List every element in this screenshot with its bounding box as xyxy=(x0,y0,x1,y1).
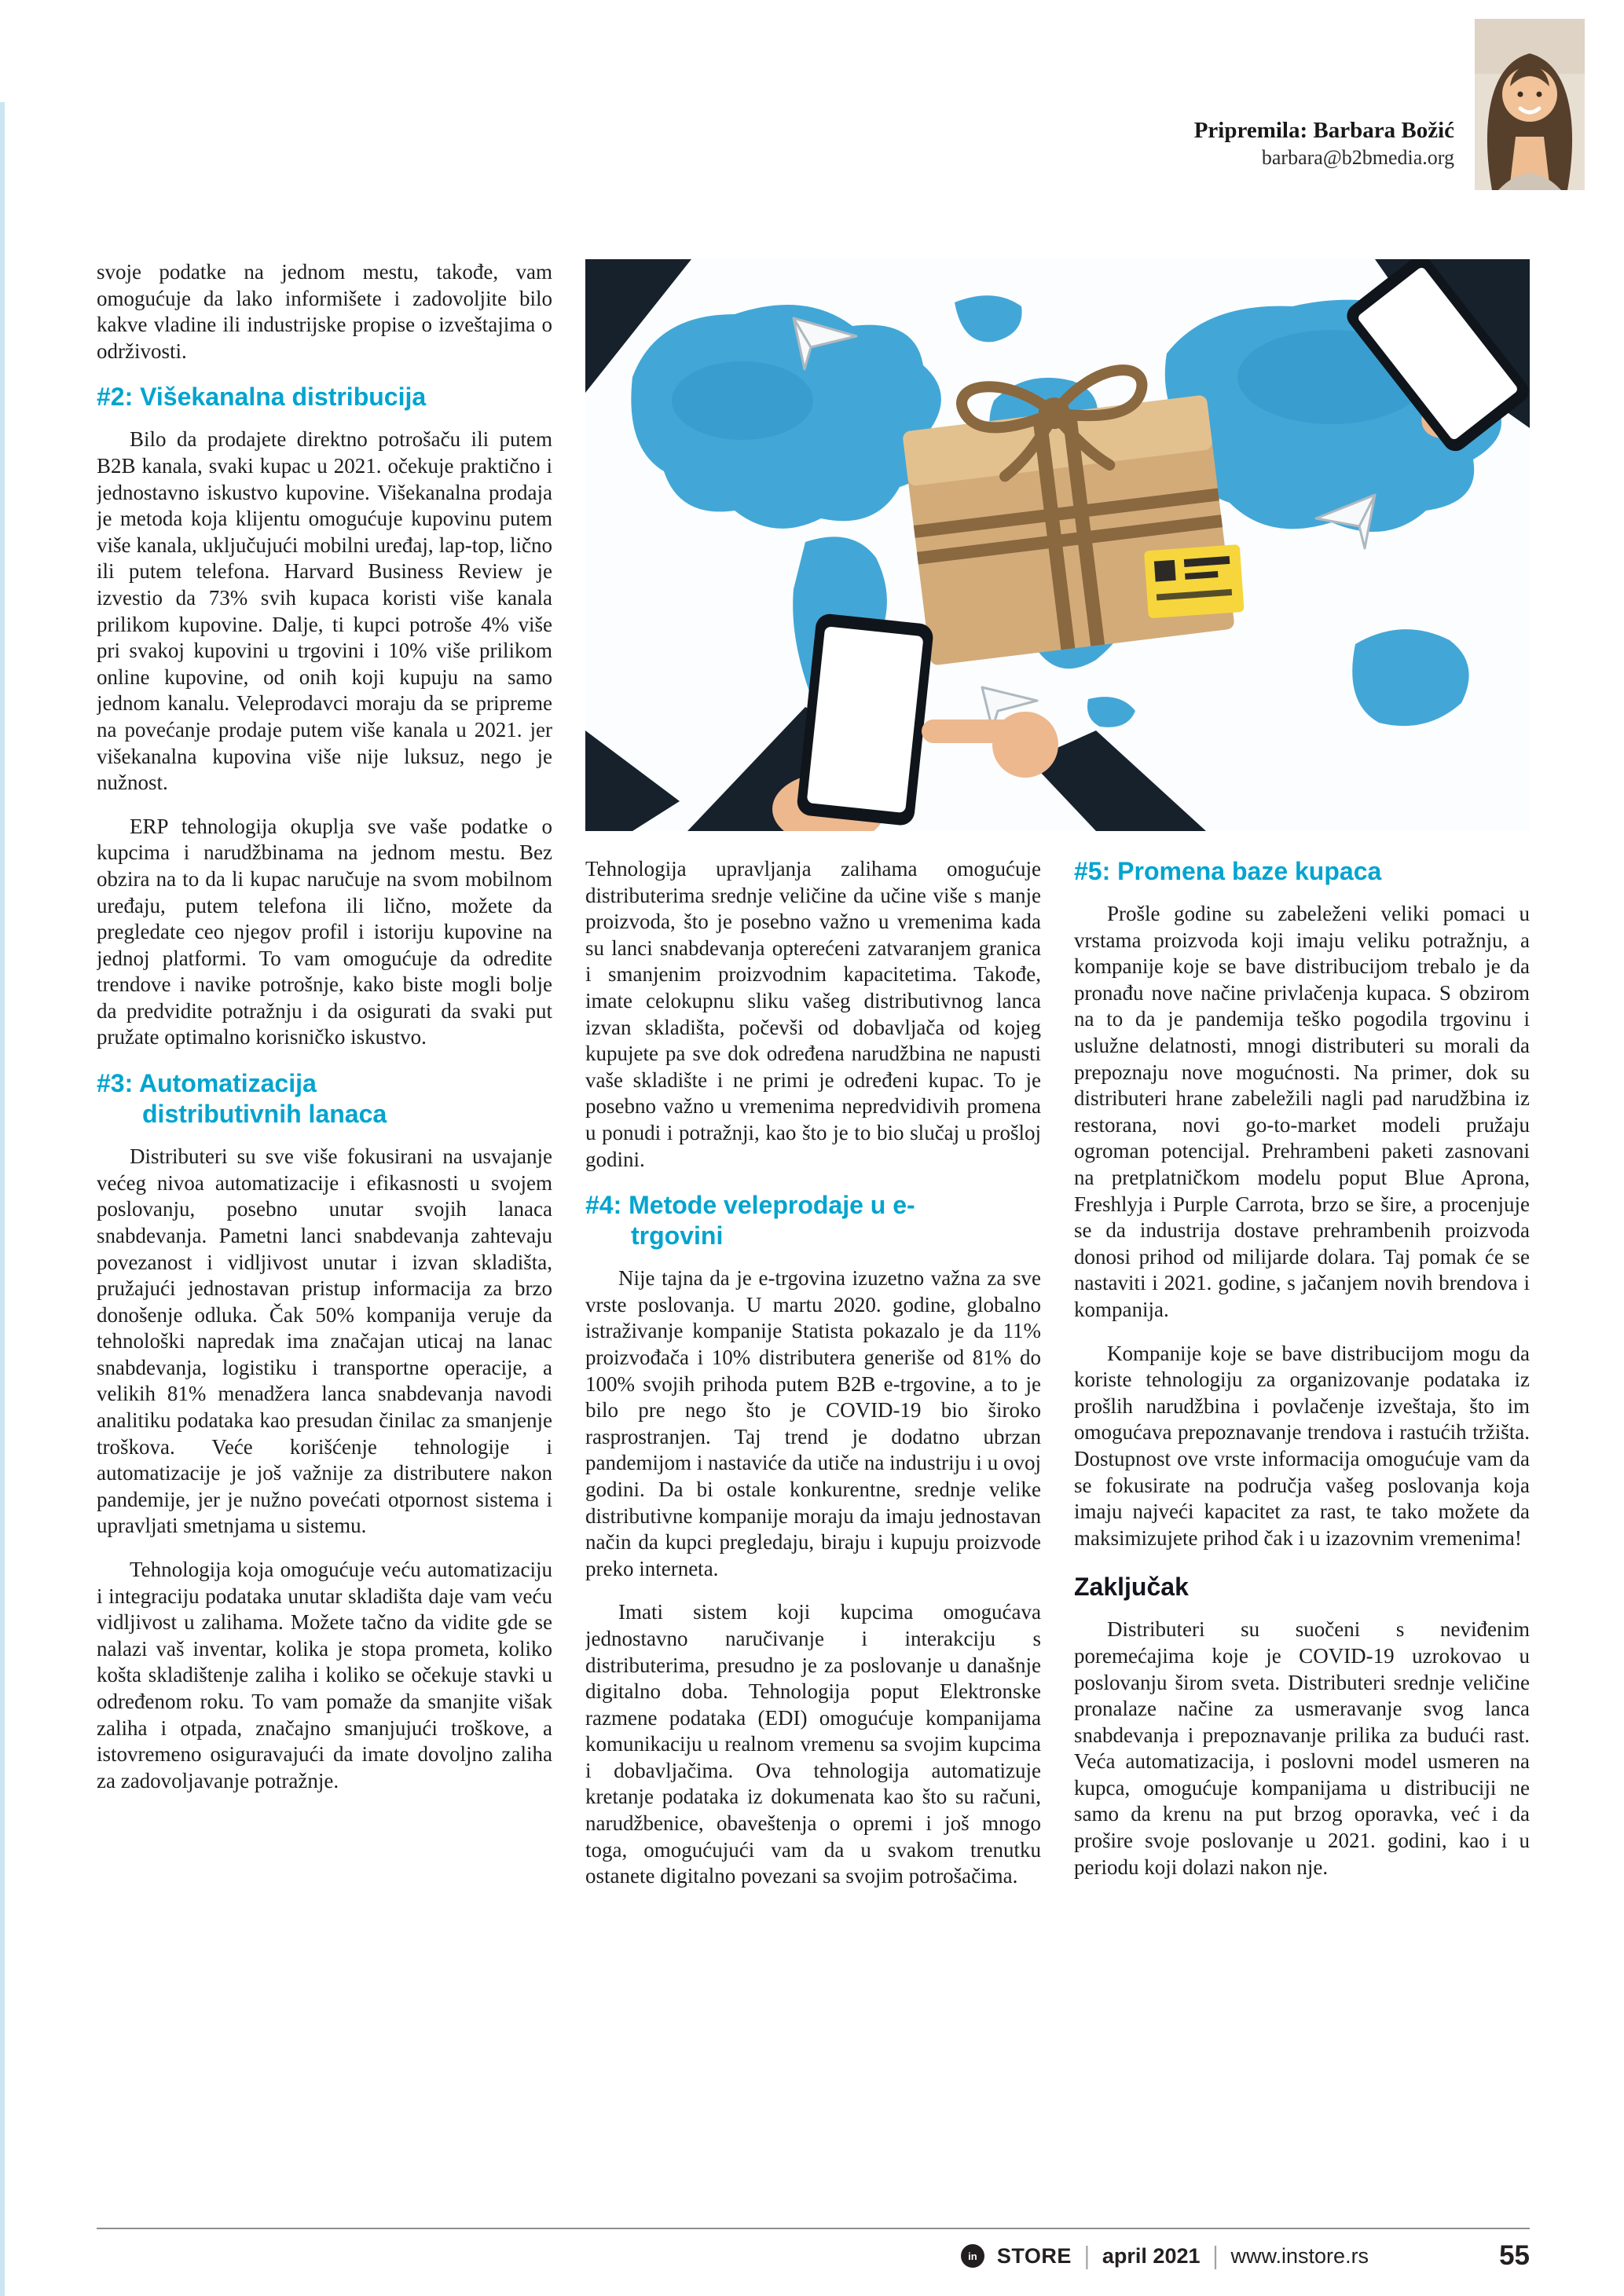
byline-block xyxy=(1194,116,1454,171)
footer-separator: | xyxy=(1212,2241,1219,2270)
footer-url: www.instore.rs xyxy=(1230,2243,1369,2268)
paragraph: Bilo da prodajete direktno potrošaču ili putem B2B kanala, svaki kupac u 2021. očekuje praktično i jednostavno iskustvo kupovine. Višekanalna prodaja je metoda koja klijentu omogućuje kupovinu putem više kanala, uključujući mobilni uređaj, lap-top, lično ili putem telefona. Harvard Business Review je izvestio da 73% svih kupaca koristi više kanala prilikom kupovine. Dalje, ti kupci potroše 4% više pri svakoj kupovini u trgovini i 10% više prilikom online kupovine, od onih koji kupuju na samo jednom kanalu. Veleprodavci moraju da se pripreme na povećanje prodaje putem više kanala u 2021. jer višekanalna kupovina više nije luksuz, nego je nužnost. xyxy=(97,427,552,795)
paragraph: Nije tajna da je e-trgovina izuzetno važna za sve vrste poslovanja. U martu 2020. godine, globalno istraživanje kompanije Statista pokazalo je da 11% proizvođača i 10% distributera generiše od 81% do 100% svojih prihoda putem B2B e-trgovine, a to je bilo pre nego što je COVID-19 bio široko rasprostranjen. Taj trend je dodatno ubrzan pandemijom i nastaviće da utiče na industriju i u ovoj godini. Da bi ostale konkurentne, srednje velike distributivne kompanije moraju da imaju jednostavan način da kupci pregledaju, biraju i kupuju proizvode preko interneta. xyxy=(585,1266,1041,1580)
paragraph: Tehnologija koja omogućuje veću automatizaciju i integraciju podataka unutar skladišta daje vam veću vidljivost u zalihama. Možete tačno da vidite gde se nalazi vaš inventar, kolika je stopa prometa, koliko košta skladištenje zaliha i koliko se očekuje stavki u određenom roku. To vam pomaže da smanjite višak zaliha i otpada, značajno smanjujući troškove, a istovremeno osiguravajući da imate dovoljno zaliha za zadovoljavanje potražnje. xyxy=(97,1558,552,1792)
page-edge-strip xyxy=(0,102,5,2296)
paragraph: Tehnologija upravljanja zalihama omogućuje distributerima srednje veličine da učine više s manje proizvoda, što je posebno važno u vremenima kada su lanci snabdevanja opterećeni zatvaranjem granica i smanjenim proizvodnim kapacitetima. Takođe, imate celokupnu sliku vašeg distributivnog lanca izvan skladišta, počevši od dobavljača od kojeg kupujete pa sve dok određena narudžbina ne napusti vaše skladište i ne primi je određeni kupac. To je posebno važno u vremenima nepredvidivih promena u ponudi i potražnji, kao što je to bio slučaj u prošloj godini. xyxy=(585,857,1041,1171)
conclusion-heading: Zaključak xyxy=(1074,1573,1189,1602)
column-2 xyxy=(585,856,1041,2220)
footer-separator: | xyxy=(1083,2241,1090,2270)
paragraph: Imati sistem koji kupcima omogućava jednostavno naručivanje i interakciju s distributerima, presudno je za poslovanje u današnje digitalno doba. Tehnologija poput Elektronske razmene podataka (EDI) omogućuje kompanijama komunikaciju u realnom vremenu sa svojim kupcima i dobavljačima. Ova tehnologija automatizuje kretanje podataka iz dokumenata kao što su računi, narudžbenice, obaveštenja o opremi i još mnogo toga, omogućujući vam da u svakom trenutku ostanete digitalno povezani sa svojim potrošačima. xyxy=(585,1600,1041,1888)
heading-2-multichannel: #2: Višekanalna distribucija xyxy=(97,383,427,412)
package-illustration xyxy=(585,259,1530,831)
column-3 xyxy=(1074,856,1530,2220)
prepared-by-label: Pripremila: Barbara Božić xyxy=(1193,118,1454,143)
paragraph-continuation: svoje podatke na jednom mestu, takođe, vam omogućuje da lako informišete i zadovoljite bilo kakve vladine ili industrijske propise o izveštajima o održivosti. xyxy=(97,260,552,363)
page-number: 55 xyxy=(1499,2240,1530,2271)
paragraph: Prošle godine su zabeleženi veliki pomaci u vrstama proizvoda koji imaju veliku potražnju, a kompanije koje se bave distribucijom trebalo je da pronađu nove načine privlačenja kupaca. S obzirom na to da je pandemija teško pogodila trgovinu i uslužne delatnosti, mnogi distributeri su morali da prepoznaju nove mogućnosti. Na primer, dok su distributeri hrane zabeležili nagli pad narudžbina iz restorana, novi go-to-market modeli pružaju ogroman potencijal. Prehrambeni paketi zasnovani na pretplatničkom modelu poput Blue Aprona, Freshlyja i Purple Carrota, brzo se šire, a procenjuje se da industrija dostave prehrambenih proizvoda donosi prihod od milijarde dolara. Taj pomak će se nastaviti i 2021. godine, s jačanjem novih brendova i kompanija. xyxy=(1074,902,1530,1321)
shipping-label xyxy=(1144,544,1245,618)
footer-date: april 2021 xyxy=(1102,2243,1201,2268)
heading-5-customer-base: #5: Promena baze kupaca xyxy=(1074,857,1382,885)
heading-4-ecommerce: #4: Metode veleprodaje u e-trgovini xyxy=(585,1191,915,1251)
paragraph: Distributeri su suočeni s neviđenim poremećajima koje je COVID-19 uzrokovao u poslovanju širom sveta. Distributeri srednje veličine pronalaze načine za usmeravanje svog lanca snabdevanja i prepoznavanje prilika za budući rast. Veća automatizacija, i poslovni model usmeren na kupca, omogućuje kompanijama u distribuciji ne samo da krenu na put brzog oporavka, već i da prošire svoje poslovanje u 2021. godini, kao i u periodu koji dolazi nakon nje. xyxy=(1074,1617,1530,1879)
instore-logo-icon: in xyxy=(961,2244,984,2268)
footer-brand: STORE xyxy=(996,2243,1072,2268)
paragraph: Kompanije koje se bave distribucijom mogu da koriste tehnologiju za organizovanje podataka iz prošlih narudžbina i povlačenje izveštaja, što im omogućava prepoznavanje trendova i rastućih tržišta. Dostupnost ove vrste informacija omogućuje vam da se fokusirate na područja vašeg poslovanja koja imaju najveći kapacitet za rast, te tako možete da maksimizujete prihod čak i u izazovnim vremenima! xyxy=(1074,1341,1530,1550)
paragraph: ERP tehnologija okuplja sve vaše podatke o kupcima i narudžbinama na jednom mestu. Bez obzira na to da li kupac naručuje na svom mobilnom uređaju, putem telefona ili lično, možete da pregledate ceo njegov profil i istoriju kupovine na jednoj platformi. To vam omogućuje da odredite trendove i navike potrošnje, kako biste mogli bolje da predvidite potražnju i da osigurati da svaki put pružate optimalno korisničko iskustvo. xyxy=(97,814,552,1049)
paragraph: Distributeri su sve više fokusirani na usvajanje većeg nivoa automatizacije i efikasnosti u svojem poslovanju, posebno unutar svojih lanaca snabdevanja. Pametni lanci snabdevanja zahtevaju povezanost i vidljivost unutar i izvan skladišta, pružajući jednostavan pristup informacija za brzo donošenje odluka. Čak 50% kompanija veruje da tehnološki napredak ima značajan uticaj na lanac snabdevanja, logistiku i transportne operacije, a velikih 81% menadžera lanca snabdevanja navodi analitiku podataka kao presudan činilac za smanjenje troškova. Veće korišćenje tehnologije i automatizacije je još važnije za distributere nakon pandemije, jer je nužno povećati otpornost sistema i upravljati smetnjama u sistemu. xyxy=(97,1144,552,1538)
heading-3-automation: #3: Automatizacija distributivnih lanaca xyxy=(97,1069,387,1129)
footer-rule xyxy=(97,2228,1530,2229)
author-photo xyxy=(1475,19,1585,190)
column-1 xyxy=(97,259,552,2220)
author-email: barbara@b2bmedia.org xyxy=(1261,146,1454,170)
page-footer xyxy=(97,2228,1530,2272)
